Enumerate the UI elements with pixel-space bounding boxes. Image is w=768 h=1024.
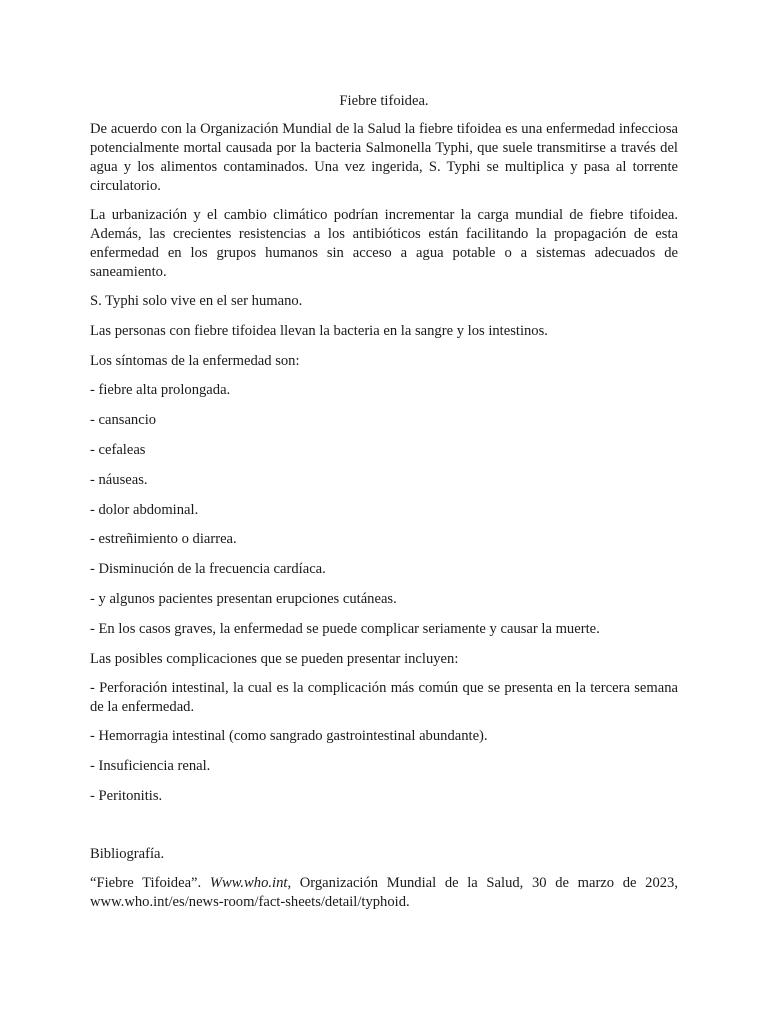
- complication-item: - Peritonitis.: [90, 787, 163, 804]
- bibliography-reference: [90, 874, 678, 912]
- symptom-item: - En los casos graves, la enfermedad se puede complicar seriamente y causar la muerte.: [90, 620, 600, 637]
- document-page: [90, 92, 678, 912]
- paragraph-human-host: S. Typhi solo vive en el ser humano.: [90, 293, 303, 309]
- symptom-item: - Disminución de la frecuencia cardíaca.: [90, 561, 326, 578]
- paragraph-who-definition: De acuerdo con la Organización Mundial de la Salud la fiebre tifoidea es una enfermedad infecciosa potencialmente mortal causada por la bacteria Salmonella Typhi, que suele transmitirse a través del agua y los alimentos contaminados. Una vez ingerida, S. Typhi se multiplica y pasa al torrente circulatorio.: [90, 121, 678, 194]
- paragraph-carriers: Las personas con fiebre tifoidea llevan la bacteria en la sangre y los intestinos.: [90, 322, 548, 339]
- symptom-item: - y algunos pacientes presentan erupciones cutáneas.: [90, 590, 397, 607]
- complications-intro: Las posibles complicaciones que se pueden presentar incluyen:: [90, 650, 459, 667]
- complication-item: - Insuficiencia renal.: [90, 758, 211, 775]
- complication-item: - Hemorragia intestinal (como sangrado gastrointestinal abundante).: [90, 728, 488, 745]
- document-title: Fiebre tifoidea.: [339, 93, 429, 109]
- reference-title: “Fiebre Tifoidea”.: [90, 874, 202, 891]
- complication-item: - Perforación intestinal, la cual es la complicación más común que se presenta en la tercera semana de la enfermedad.: [90, 680, 678, 716]
- bibliography-heading: Bibliografía.: [90, 845, 165, 862]
- symptom-item: - estreñimiento o diarrea.: [90, 531, 237, 548]
- symptom-item: - fiebre alta prolongada.: [90, 382, 231, 399]
- symptom-item: - náuseas.: [90, 471, 148, 488]
- symptoms-intro: Los síntomas de la enfermedad son:: [90, 352, 300, 369]
- reference-details: , Organización Mundial de la Salud, 30 de marzo de 2023, www.who.int/es/news-room/fact-sheets/detail/typhoid.: [90, 874, 678, 910]
- symptom-item: - cansancio: [90, 412, 157, 429]
- paragraph-urbanization: La urbanización y el cambio climático podrían incrementar la carga mundial de fiebre tifoidea. Además, las crecientes resistencias a los antibióticos están facilitando la propagación de esta enfermedad en los grupos humanos sin acceso a agua potable o a sistemas adecuados de saneamiento.: [90, 207, 678, 280]
- reference-site: Www.who.int: [209, 874, 288, 891]
- symptom-item: - cefaleas: [90, 441, 146, 458]
- section-spacer: [90, 817, 678, 845]
- symptom-item: - dolor abdominal.: [90, 501, 199, 518]
